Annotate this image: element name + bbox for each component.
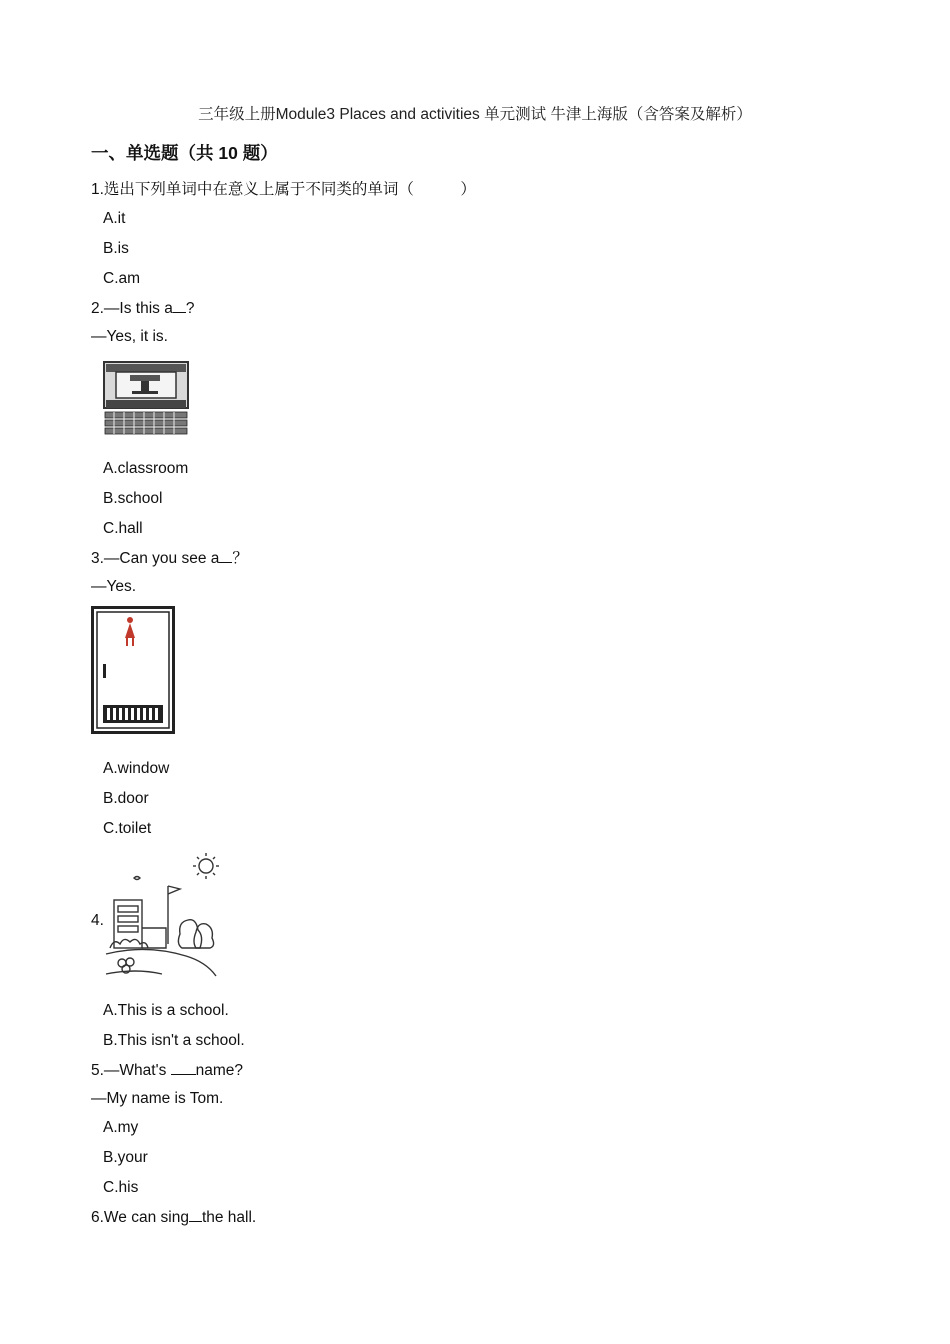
question-5-option-a: A.my (103, 1119, 139, 1136)
question-1-option-c: C.am (103, 270, 141, 287)
answer-blank (219, 548, 232, 563)
section-heading: 一、单选题（共 10 题） (91, 143, 278, 163)
question-5-option-b: B.your (103, 1149, 148, 1166)
question-5-answer-line: —My name is Tom. (91, 1090, 224, 1107)
question-2-stem-end: ? (185, 300, 195, 317)
question-2-stem (91, 298, 194, 319)
question-1-stem: 1.选出下列单词中在意义上属于不同类的单词（ ） (91, 181, 476, 198)
question-3-stem-text: 3.—Can you see a (91, 550, 220, 567)
question-5-option-c: C.his (103, 1179, 139, 1196)
toilet-door-image (91, 606, 175, 734)
question-6-stem (91, 1207, 256, 1228)
question-5-stem (91, 1060, 243, 1081)
question-3-stem (91, 548, 248, 569)
question-3-option-c: C.toilet (103, 820, 152, 837)
question-2-answer-line: —Yes, it is. (91, 328, 168, 345)
answer-blank (189, 1207, 202, 1222)
hall-stage-image (102, 360, 190, 440)
question-2-option-c: C.hall (103, 520, 143, 537)
question-2-option-b: B.school (103, 490, 163, 507)
question-3-option-a: A.window (103, 760, 170, 777)
school-building-image (104, 850, 222, 978)
question-6-stem-text: 6.We can sing (91, 1209, 189, 1226)
question-1-option-a: A.it (103, 210, 126, 227)
question-1-option-b: B.is (103, 240, 129, 257)
question-5-stem-end: name? (195, 1062, 244, 1079)
question-4-number: 4. (91, 912, 104, 929)
answer-blank (171, 1060, 196, 1075)
question-3-stem-end: ？ (232, 550, 248, 567)
question-4-option-a: A.This is a school. (103, 1002, 229, 1019)
document-title: 三年级上册Module3 Places and activities 单元测试 牛津上海版（含答案及解析） (198, 106, 752, 123)
question-4-option-b: B.This isn't a school. (103, 1032, 245, 1049)
question-2-stem-text: 2.—Is this a (91, 300, 173, 317)
question-6-stem-end: the hall. (201, 1209, 257, 1226)
question-3-answer-line: —Yes. (91, 578, 137, 595)
question-3-option-b: B.door (103, 790, 149, 807)
question-5-stem-text: 5.—What's (91, 1062, 171, 1079)
answer-blank (173, 298, 186, 313)
question-2-option-a: A.classroom (103, 460, 189, 477)
